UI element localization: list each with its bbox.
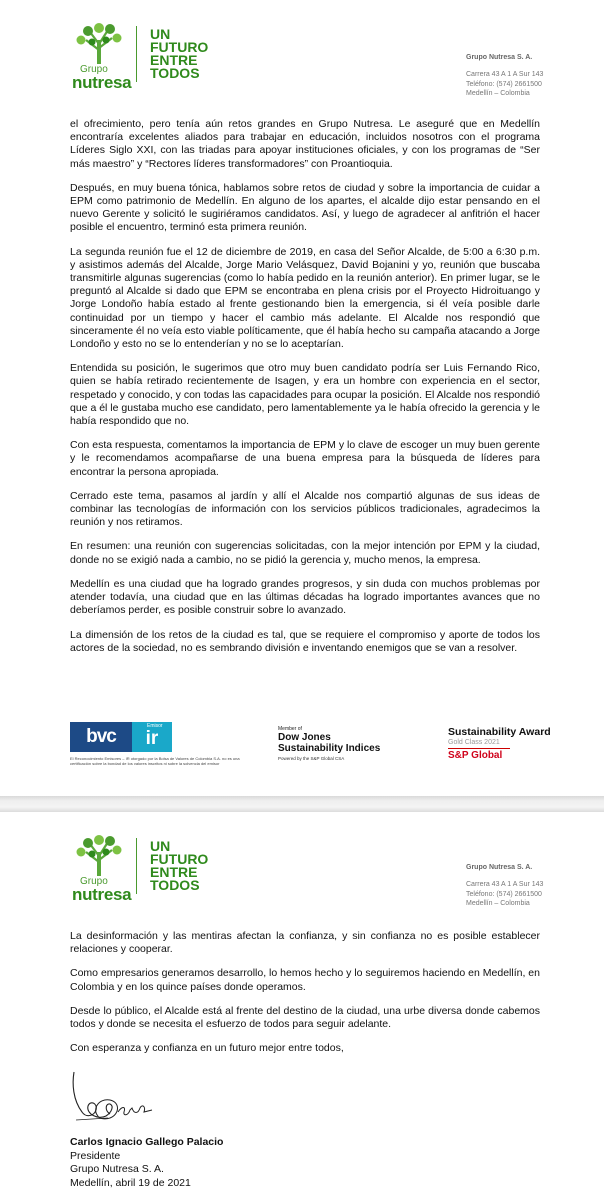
address-line: Teléfono: (574) 2661500	[466, 80, 542, 88]
dj-member: Member of	[278, 726, 302, 732]
paragraph: Como empresarios generamos desarrollo, lo hemos hecho y lo seguiremos haciendo en Medellín, en Colombia y en los quince países donde operamos.	[70, 967, 540, 993]
slogan-line: ENTRE	[150, 52, 198, 68]
paragraph: Con esperanza y confianza en un futuro mejor entre todos,	[70, 1042, 344, 1055]
signer-company: Grupo Nutresa S. A.	[70, 1163, 164, 1175]
bvc-disclaimer: El Reconocimiento Emisores – IR otorgado por la Bolsa de Valores de Colombia S.A. no es una certificación sobre la bondad de los valores inscritos ni sobre la solvencia del emisor	[70, 756, 240, 766]
paragraph: La desinformación y las mentiras afectan la confianza, y sin confianza no es posible establecer relaciones y cooperar.	[70, 930, 540, 956]
logo-divider	[136, 26, 137, 82]
paragraph: Entendida su posición, le sugerimos que otro muy buen candidato podría ser Luis Fernando Rico, quien se había retirado recientemente de Isagen, y era un hombre con experiencia en el sector, respetado y conocido, y con todas las capacidades para ocupar la posición. El Alcalde nos respondió que a él le gustaba mucho ese candidato, pero lamentablemente ya le había ofrecido la gerencia y le había respondido que no.	[70, 362, 540, 428]
letter-body	[70, 930, 540, 1066]
paragraph: Con esta respuesta, comentamos la importancia de EPM y lo clave de escoger un muy buen gerente y le recomendamos acompañarse de una buena empresa para la búsqueda de líderes para encontrar la persona apropiada.	[70, 439, 540, 478]
tree-icon	[70, 832, 130, 878]
address-line: Medellín – Colombia	[466, 900, 530, 907]
paragraph: En resumen: una reunión con sugerencias solicitadas, con la mejor intención por EPM y la ciudad, donde no se exigió nada a cambio, no se pidió la gerencia y, mucho menos, la empresa.	[70, 540, 540, 566]
award-title: Sustainability Award	[448, 726, 551, 738]
dj-powered: Powered by the S&P Global CSA	[278, 756, 345, 761]
slogan-line: UN	[150, 26, 171, 42]
brand-small: Grupo	[80, 64, 108, 75]
paragraph: La dimensión de los retos de la ciudad es tal, que se requiere el compromiso y aporte de todos los actores de la sociedad, no es sembrando división e inventando enemigos que se van a resolver.	[70, 628, 540, 654]
company-address	[466, 880, 543, 909]
slogan-line: TODOS	[150, 65, 200, 81]
slogan	[150, 28, 208, 80]
slogan-line: TODOS	[150, 877, 200, 893]
nutresa-logo	[70, 20, 230, 98]
address-line: Carrera 43 A 1 A Sur 143	[466, 71, 544, 78]
brand-name: nutresa	[72, 885, 132, 904]
paragraph: Cerrado este tema, pasamos al jardín y allí el Alcalde nos compartió algunas de sus ideas de combinar las tecnologías de información con los servicios públicos tradicionales, agradecimos la reunión y nos retiramos.	[70, 489, 540, 529]
page-separator	[0, 796, 604, 812]
address-line: Teléfono: (574) 2661500	[466, 890, 542, 898]
ir-logo: ir	[132, 722, 172, 752]
award-class: Gold Class 2021	[448, 739, 500, 746]
company-name: Grupo Nutresa S. A.	[466, 864, 533, 871]
paragraph: Después, en muy buena tónica, hablamos sobre retos de ciudad y sobre la importancia de cuidar a EPM como patrimonio de Medellín. En alguno de los apartes, el alcalde dijo estar pensando en el nuevo Gerente y solicitó le sugiriéramos candidatos. Así, y luego de agradecer al anfitrión el hacer posible el encuentro, terminó esta primera reunión.	[70, 181, 540, 234]
brand-small: Grupo	[80, 876, 108, 887]
paragraph: el ofrecimiento, pero tenía aún retos grandes en Grupo Nutresa. Le aseguré que en Medellín encontraría excelentes aliados para trabajar en educación, incluidos nosotros con el programa Líderes Siglo XXI, con las triadas para apoyar instituciones oficiales, y con los programas de “Ser más maestro” y “Rectores líderes transformadores” con Proantioquia.	[70, 118, 540, 170]
signer-name: Carlos Ignacio Gallego Palacio	[70, 1136, 224, 1148]
signature	[68, 1070, 178, 1130]
company-name: Grupo Nutresa S. A.	[466, 54, 533, 61]
brand-name: nutresa	[72, 73, 132, 92]
sp-global: S&P Global	[448, 750, 503, 761]
address-line: Carrera 43 A 1 A Sur 143	[466, 881, 544, 888]
letter-body	[70, 118, 540, 666]
slogan	[150, 840, 208, 892]
slogan-line: FUTURO	[150, 39, 209, 55]
paragraph: Desde lo público, el Alcalde está al frente del destino de la ciudad, una urbe diversa donde cabemos todos y donde se necesita el esfuerzo de todos para seguir adelante.	[70, 1004, 540, 1031]
footer-logos	[70, 722, 560, 772]
paragraph: La segunda reunión fue el 12 de diciembre de 2019, en casa del Señor Alcalde, de 5:00 a 6:30 p.m. y asistimos además del Alcalde, Jorge Mario Velásquez, David Bojanini y yo, reunión que buscaba transmitirle algunas sugerencias (como lo había pedido en la reunión anterior). En primer lugar, se le preguntó al Alcalde si dado que EPM se encontraba en plena crisis por el Proyecto Hidroituango y Jorge Londoño había estado al frente gestionando bien la emergencia, si él veía posible darle continuidad por un tiempo y hacer el cambio más adelante. El Alcalde nos respondió que sinceramente él no veía esto viable políticamente, que él había hecho su campaña atacando a Jorge Londoño y esto no se lo entenderían y no se lo aceptarían.	[70, 245, 540, 351]
tree-icon	[70, 20, 130, 66]
signer-title: Presidente	[70, 1149, 121, 1162]
paragraph: Medellín es una ciudad que ha logrado grandes progresos, y sin duda con muchos problemas por atender todavía, una ciudad que en las últimas décadas ha logrado importantes avances que no deberíamos perder, es posible construir sobre lo avanzado.	[70, 577, 540, 617]
address-line: Medellín – Colombia	[466, 90, 530, 97]
letter-page-2	[0, 812, 604, 1200]
nutresa-logo	[70, 832, 230, 910]
company-address	[466, 70, 543, 99]
dj-name: Dow Jones	[278, 732, 331, 743]
dj-name: Sustainability Indices	[278, 743, 381, 754]
emisor-label: Emisor	[147, 723, 163, 729]
bvc-logo: bvc	[70, 722, 132, 752]
sustainability-award-logo	[448, 726, 551, 761]
slogan-line: UN	[150, 838, 171, 854]
signer-place-date: Medellín, abril 19 de 2021	[70, 1176, 191, 1189]
logo-divider	[136, 838, 137, 894]
signer-block	[70, 1136, 223, 1190]
slogan-line: FUTURO	[150, 851, 209, 867]
award-divider	[448, 748, 510, 749]
dow-jones-logo	[278, 726, 380, 761]
slogan-line: ENTRE	[150, 864, 198, 880]
